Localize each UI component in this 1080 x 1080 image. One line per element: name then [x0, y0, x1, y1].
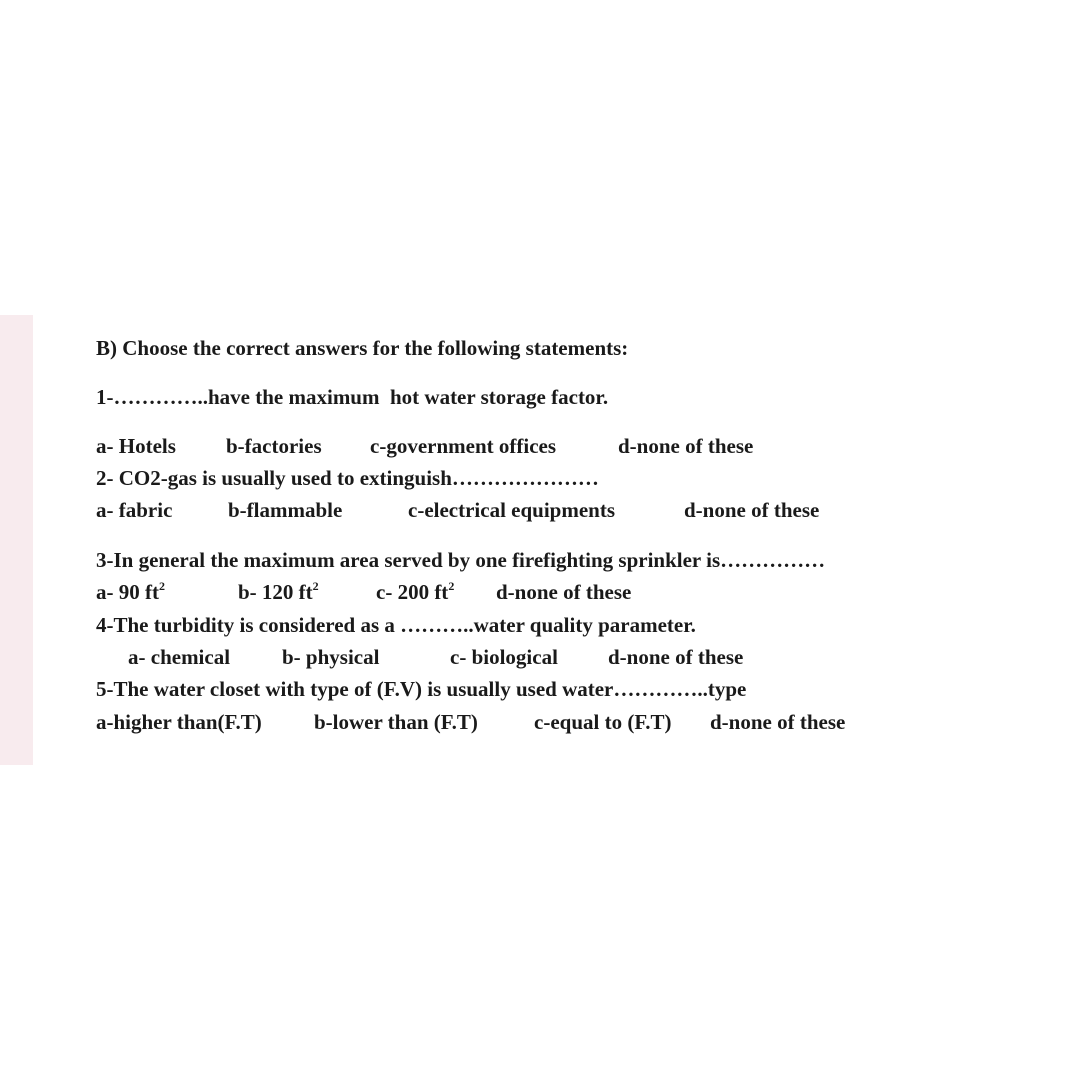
- question-2-stem: 2- CO2-gas is usually used to extinguish…………………: [96, 466, 599, 490]
- question-3-option-d: d-none of these: [496, 580, 632, 604]
- question-2-option-b: b-flammable: [228, 498, 343, 522]
- question-3-option-a: a- 90 $ft^2$: [96, 579, 165, 604]
- section-heading: B) Choose the correct answers for the following statements:: [96, 336, 629, 360]
- question-4-option-b: b- physical: [282, 645, 380, 669]
- exponent: 2: [448, 579, 455, 593]
- question-5-options: [96, 710, 846, 817]
- exponent: 2: [158, 579, 165, 593]
- question-1-option-d: d-none of these: [618, 434, 754, 458]
- question-5-option-b: b-lower than (F.T): [314, 710, 478, 734]
- left-edge-strip: [0, 315, 33, 765]
- exponent: 2: [312, 579, 319, 593]
- question-3-stem: 3-In general the maximum area served by one firefighting sprinkler is……………: [96, 548, 826, 572]
- question-4-option-d: d-none of these: [608, 645, 744, 669]
- question-3-option-c: c- 200 $ft^2$: [376, 579, 455, 604]
- question-1-option-c: c-government offices: [370, 434, 557, 458]
- question-2-option-a: a- fabric: [96, 498, 173, 522]
- question-4-option-a: a- chemical: [128, 645, 231, 669]
- question-5-option-c: c-equal to (F.T): [534, 710, 672, 734]
- question-2-option-d: d-none of these: [684, 498, 820, 522]
- question-2-option-c: c-electrical equipments: [408, 498, 616, 522]
- question-1-option-a: a- Hotels: [96, 434, 176, 458]
- question-5-option-a: a-higher than(F.T): [96, 710, 262, 734]
- question-5-stem: 5-The water closet with type of (F.V) is usually used water…………..type: [96, 677, 747, 701]
- question-5-option-d: d-none of these: [710, 710, 846, 734]
- question-1-stem: 1-…………..have the maximum hot water storage factor.: [96, 385, 609, 409]
- question-4-stem: 4-The turbidity is considered as a ………..water quality parameter.: [96, 613, 696, 637]
- question-4-option-c: c- biological: [450, 645, 558, 669]
- question-3-option-b: b- 120 $ft^2$: [238, 579, 319, 604]
- question-1-option-b: b-factories: [226, 434, 322, 458]
